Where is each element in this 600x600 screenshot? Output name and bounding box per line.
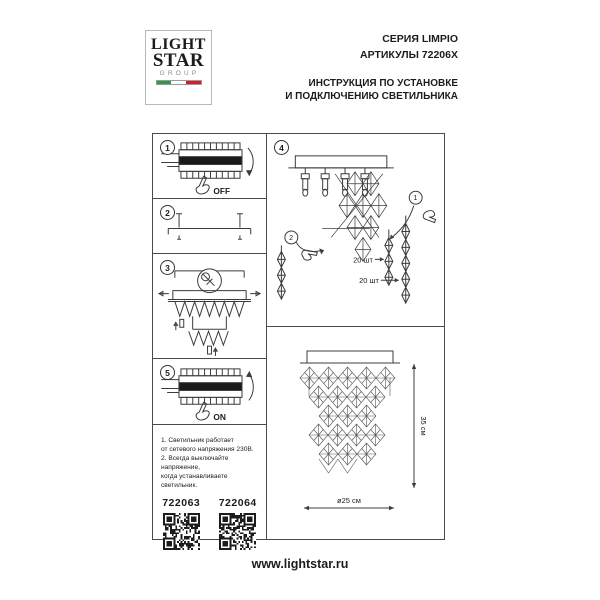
diameter-dimension [304,506,394,510]
callout-1-label: 1 [413,195,418,203]
crystal-tier-1 [175,302,244,317]
on-label: ON [213,412,226,423]
flag-white [171,81,186,84]
header-text [285,31,458,103]
rotate-on-arrow-icon [246,371,253,401]
mounting-bar [168,228,250,234]
note-line-1: 1. Светильник работает [161,437,234,444]
dimension-drawing [267,327,444,539]
flag-green [157,81,172,84]
note-line-4: когда устанавливаете светильник. [161,473,228,489]
step-5-number: 5 [160,365,175,380]
crystal-mesh [322,172,387,265]
qr-code [163,513,200,550]
qr-code [219,513,256,550]
product-722064 [210,497,267,550]
articles-title: АРТИКУЛЫ 72206X [360,49,458,61]
article-number: 722063 [162,497,201,509]
step-2-number: 2 [160,205,175,220]
clip-arrow-bottom [208,346,218,356]
ceiling-plate [300,351,400,363]
instruction-line-1: ИНСТРУКЦИЯ ПО УСТАНОВКЕ [308,78,458,89]
website-url: www.lightstar.ru [251,557,349,571]
diameter-label: ø25 см [337,496,361,505]
hand-icon [196,402,209,420]
canopy-plate [168,300,251,302]
off-label: OFF [213,186,231,197]
logo-word-star: STAR [152,50,205,71]
product-articles [153,497,266,550]
italian-flag-stripe [156,80,202,85]
series-title: СЕРИЯ LIMPIO [382,33,458,45]
clip-arrow-left [174,319,184,330]
height-dimension [412,364,416,488]
lamp-sockets [301,168,369,196]
crystal-strand-right-2 [402,216,410,304]
crystal-strand-left [277,245,285,299]
height-label: 35 см [419,416,428,436]
logo-word-group: GROUP [159,70,200,77]
logo-word-light: LIGHT [151,36,206,53]
frame-lines [193,316,227,329]
step-4-number: 4 [274,140,289,155]
screw-left [176,214,182,240]
instruction-title [285,77,458,103]
article-number: 722064 [218,497,257,509]
lightstar-logo [145,30,212,105]
notes-panel [153,425,267,539]
hand-icon [423,211,435,223]
callout-2-label: 2 [289,234,293,242]
step-4-panel [267,134,444,327]
flag-red [186,81,201,84]
step-5-panel [153,359,267,425]
instruction-line-2: И ПОДКЛЮЧЕНИЮ СВЕТИЛЬНИКА [285,91,458,102]
qty-label-2: 20 шт [359,276,379,286]
step-4-drawing-hang-crystals [267,134,444,326]
qty-label-1: 20 шт [353,255,373,265]
safety-notes [153,425,266,490]
crystal-lattice [300,367,395,473]
hand-icon [196,176,209,194]
note-line-3: 2. Всегда выключайте напряжение, [161,455,229,471]
step-2-panel [153,199,267,254]
instruction-grid [152,133,445,540]
product-722063 [153,497,210,550]
crystal-tier-2 [189,331,229,345]
step-1-panel [153,134,267,199]
dimensions-panel [267,327,444,539]
ceiling-plate [288,156,393,168]
step-3-panel [153,254,267,359]
screw-right [237,214,243,240]
step-3-number: 3 [160,260,175,275]
step-1-number: 1 [160,140,175,155]
screw-detail-circle [198,269,222,293]
note-line-2: от сетевого напряжения 230В. [161,446,254,453]
rotate-off-arrow-icon [246,148,253,177]
